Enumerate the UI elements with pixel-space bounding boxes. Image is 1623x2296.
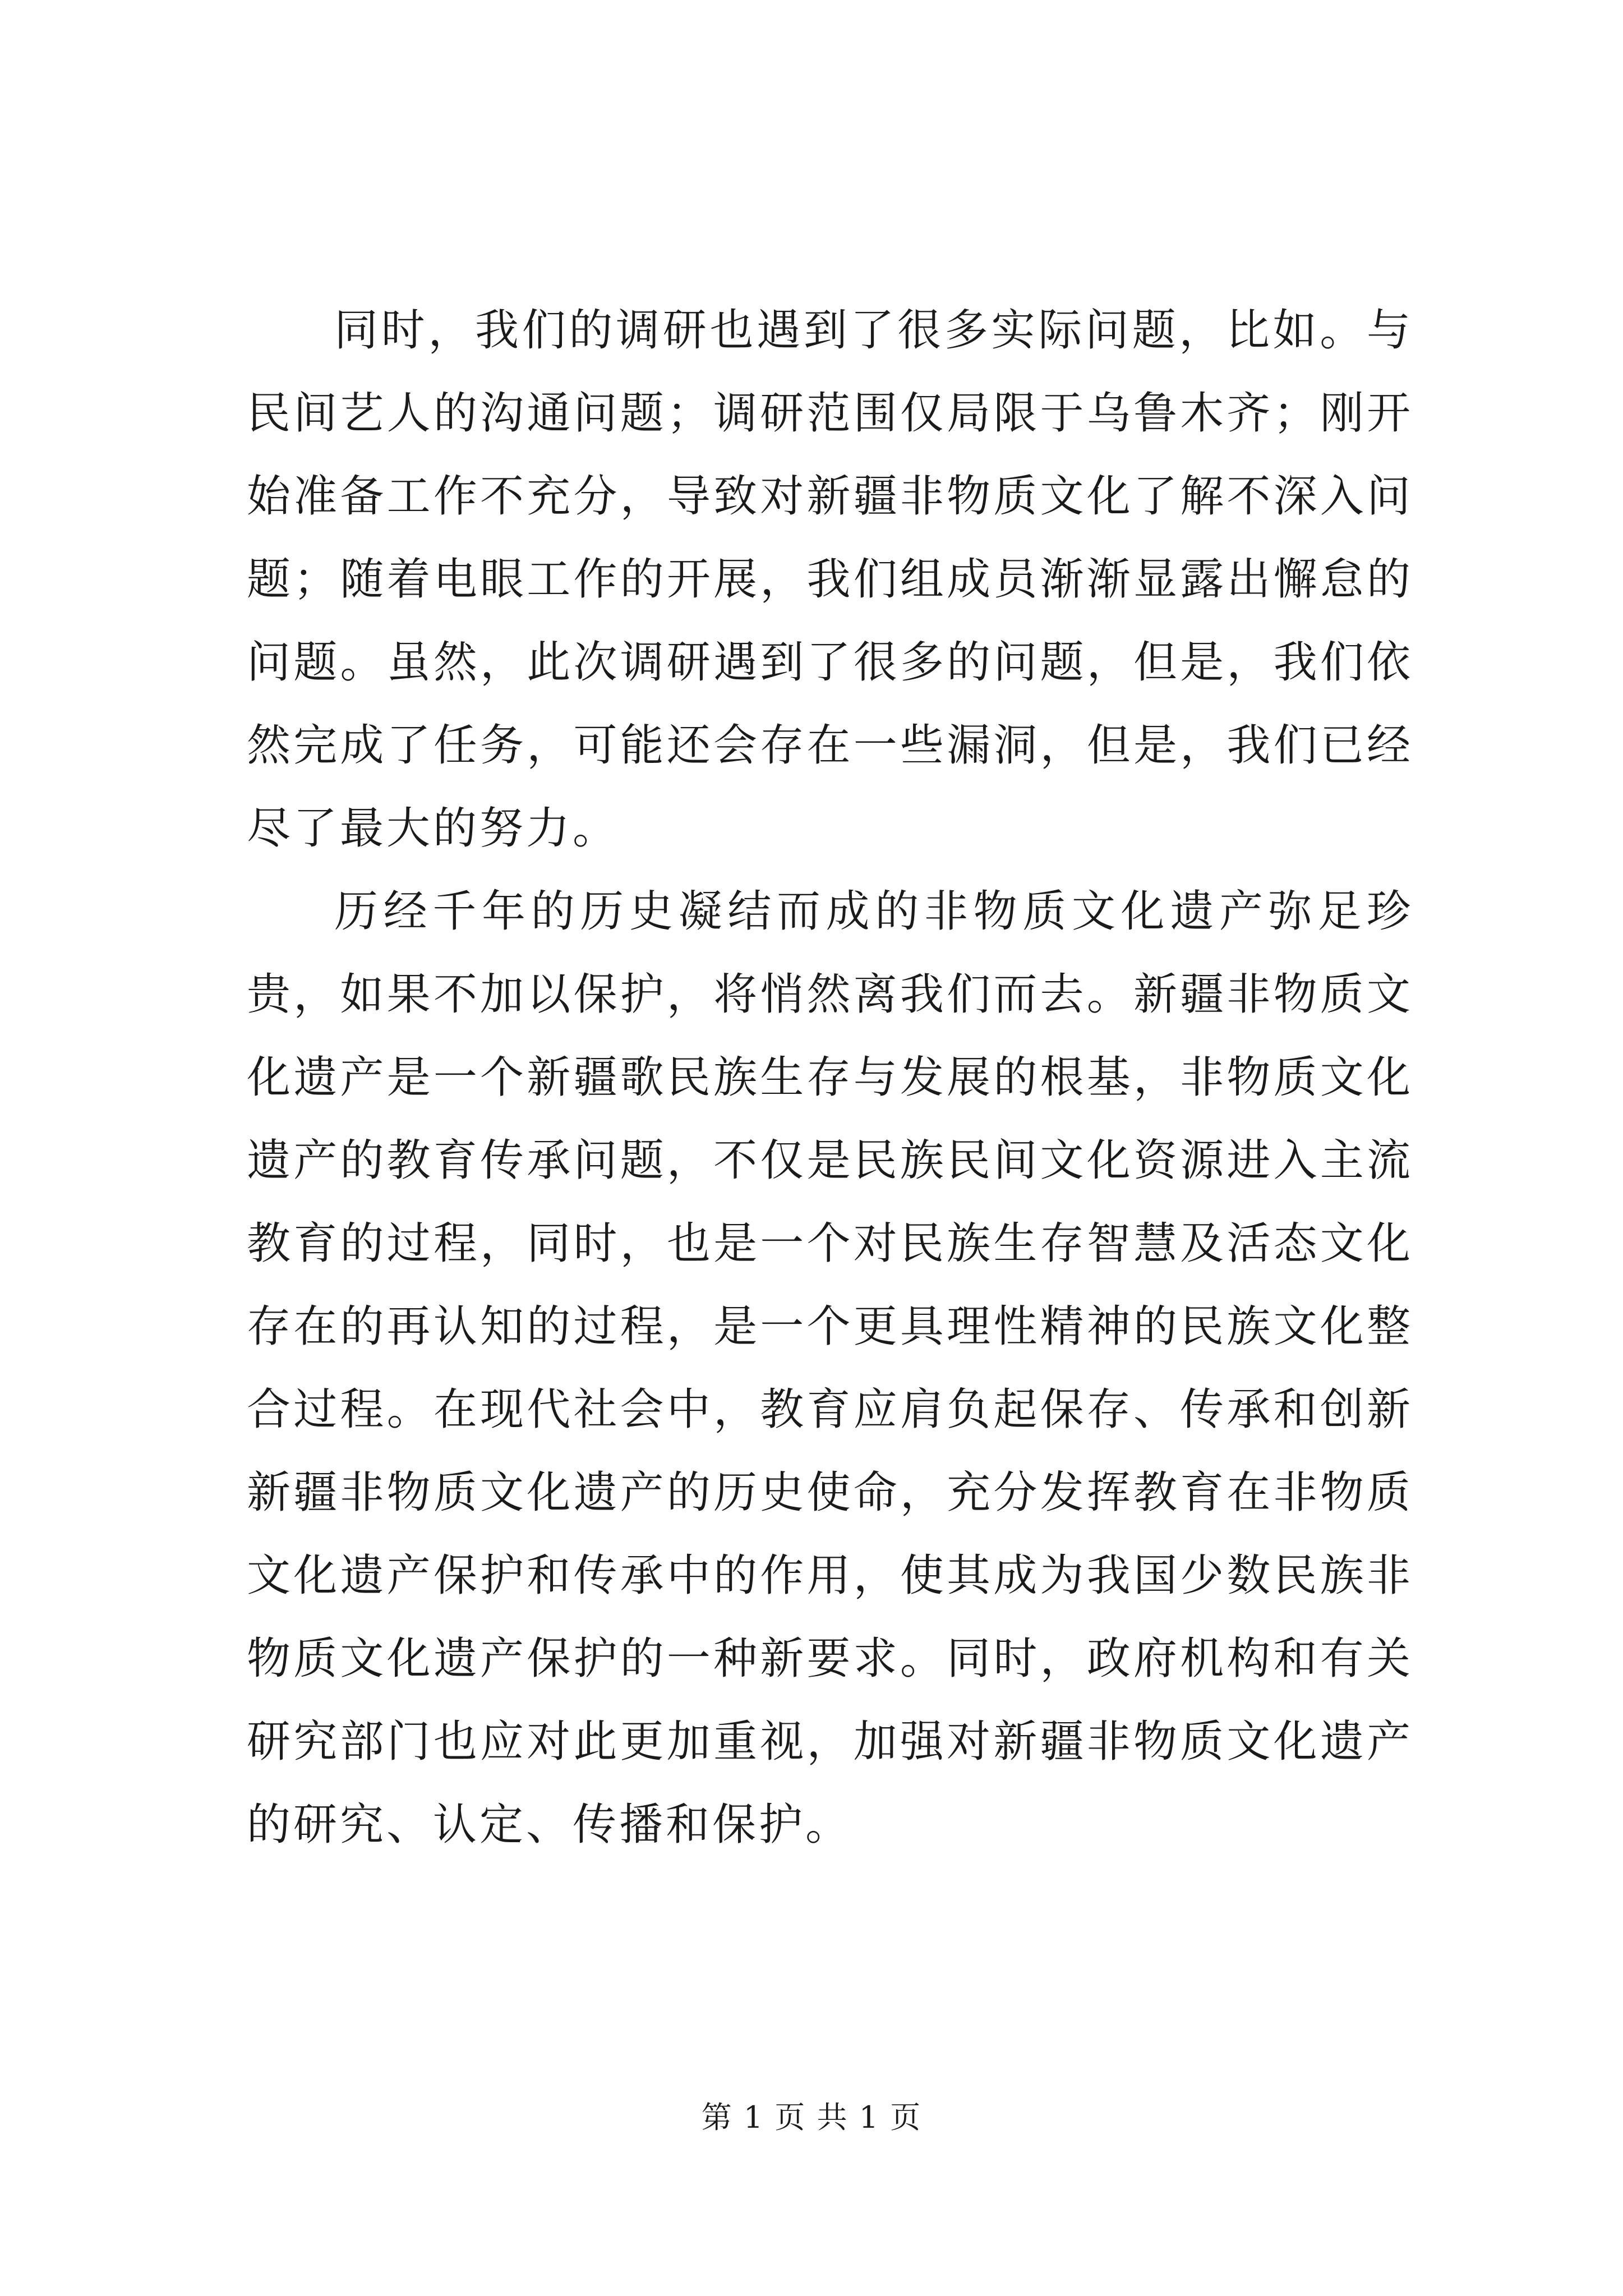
paragraph-research-problems: 同时，我们的调研也遇到了很多实际问题，比如。与民间艺人的沟通问题；调研范围仅局限于乌鲁木齐；刚开始准备工作不充分，导致对新疆非物质文化了解不深入问题；随着电眼工作的开展，我们组成员渐渐显露出懈怠的问题。虽然，此次调研遇到了很多的问题，但是，我们依然完成了任务，可能还会存在一些漏洞，但是，我们已经尽了最大的努力。	[247, 305, 1413, 854]
paragraph-heritage-protection: 历经千年的历史凝结而成的非物质文化遗产弥足珍贵，如果不加以保护，将悄然离我们而去。新疆非物质文化遗产是一个新疆歌民族生存与发展的根基，非物质文化遗产的教育传承问题，不仅是民族民间文化资源进入主流教育的过程，同时，也是一个对民族生存智慧及活态文化存在的再认知的过程，是一个更具理性精神的民族文化整合过程。在现代社会中，教育应肩负起保存、传承和创新新疆非物质文化遗产的历史使命，充分发挥教育在非物质文化遗产保护和传承中的作用，使其成为我国少数民族非物质文化遗产保护的一种新要求。同时，政府机构和有关研究部门也应对此更加重视，加强对新疆非物质文化遗产的研究、认定、传播和保护。	[247, 886, 1413, 1850]
page-number-footer: 第 1 页 共 1 页	[701, 2100, 922, 2135]
document-body	[247, 289, 1413, 1866]
